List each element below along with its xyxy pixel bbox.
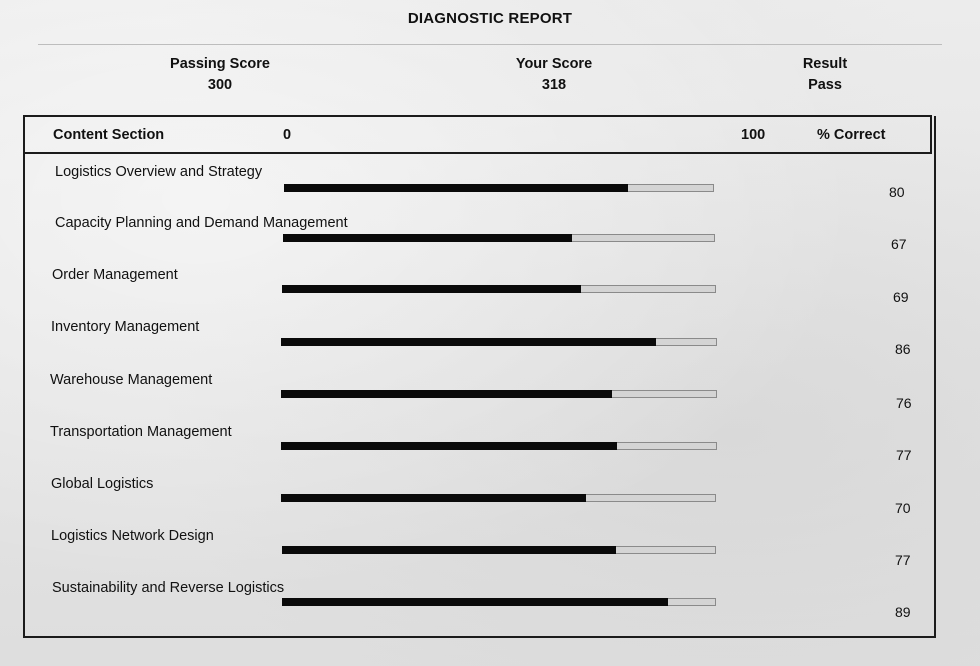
passing-score-block (140, 54, 300, 96)
your-score-value: 318 (541, 77, 567, 93)
section-name: Logistics Overview and Strategy (55, 164, 263, 180)
score-bar-track (282, 546, 716, 554)
section-name: Inventory Management (51, 319, 200, 335)
score-bar-track (281, 494, 716, 502)
section-name: Transportation Management (50, 424, 232, 440)
result-label: Result (802, 56, 848, 72)
score-bar-track (282, 598, 716, 606)
section-percent: 70 (895, 500, 911, 516)
section-percent: 76 (896, 395, 912, 411)
header-content-section: Content Section (53, 127, 165, 143)
score-bar-fill (282, 598, 668, 606)
your-score-block (474, 54, 634, 96)
section-name: Global Logistics (51, 476, 154, 492)
score-bar-fill (281, 494, 586, 502)
score-bar-fill (282, 285, 581, 293)
score-bar-track (281, 338, 717, 346)
score-bar-track (283, 234, 715, 242)
score-bar-fill (281, 390, 612, 398)
header-scale-min: 0 (283, 127, 292, 143)
section-name: Capacity Planning and Demand Management (55, 215, 348, 231)
passing-score-label: Passing Score (170, 56, 270, 72)
score-bar-track (281, 442, 717, 450)
result-block (765, 54, 885, 96)
section-name: Order Management (52, 267, 178, 283)
score-bar-track (282, 285, 716, 293)
section-percent: 67 (891, 236, 907, 252)
score-bar-fill (283, 234, 572, 242)
table-header (23, 115, 932, 154)
section-name: Logistics Network Design (51, 528, 214, 544)
score-bar-fill (282, 546, 616, 554)
score-bar-track (281, 390, 717, 398)
report-title: DIAGNOSTIC REPORT (407, 10, 573, 27)
section-percent: 77 (895, 552, 911, 568)
result-value: Pass (808, 77, 842, 93)
header-percent-correct: % Correct (817, 127, 886, 143)
section-percent: 89 (895, 604, 911, 620)
section-name: Warehouse Management (50, 372, 213, 388)
your-score-label: Your Score (515, 56, 593, 72)
section-name: Sustainability and Reverse Logistics (52, 580, 285, 596)
score-bar-fill (281, 338, 656, 346)
section-percent: 77 (896, 447, 912, 463)
score-bar-fill (284, 184, 628, 192)
section-percent: 69 (893, 289, 909, 305)
section-percent: 86 (895, 341, 911, 357)
passing-score-value: 300 (207, 77, 233, 93)
header-scale-max: 100 (741, 127, 766, 143)
score-bar-track (284, 184, 714, 192)
score-bar-fill (281, 442, 617, 450)
section-percent: 80 (889, 184, 905, 200)
